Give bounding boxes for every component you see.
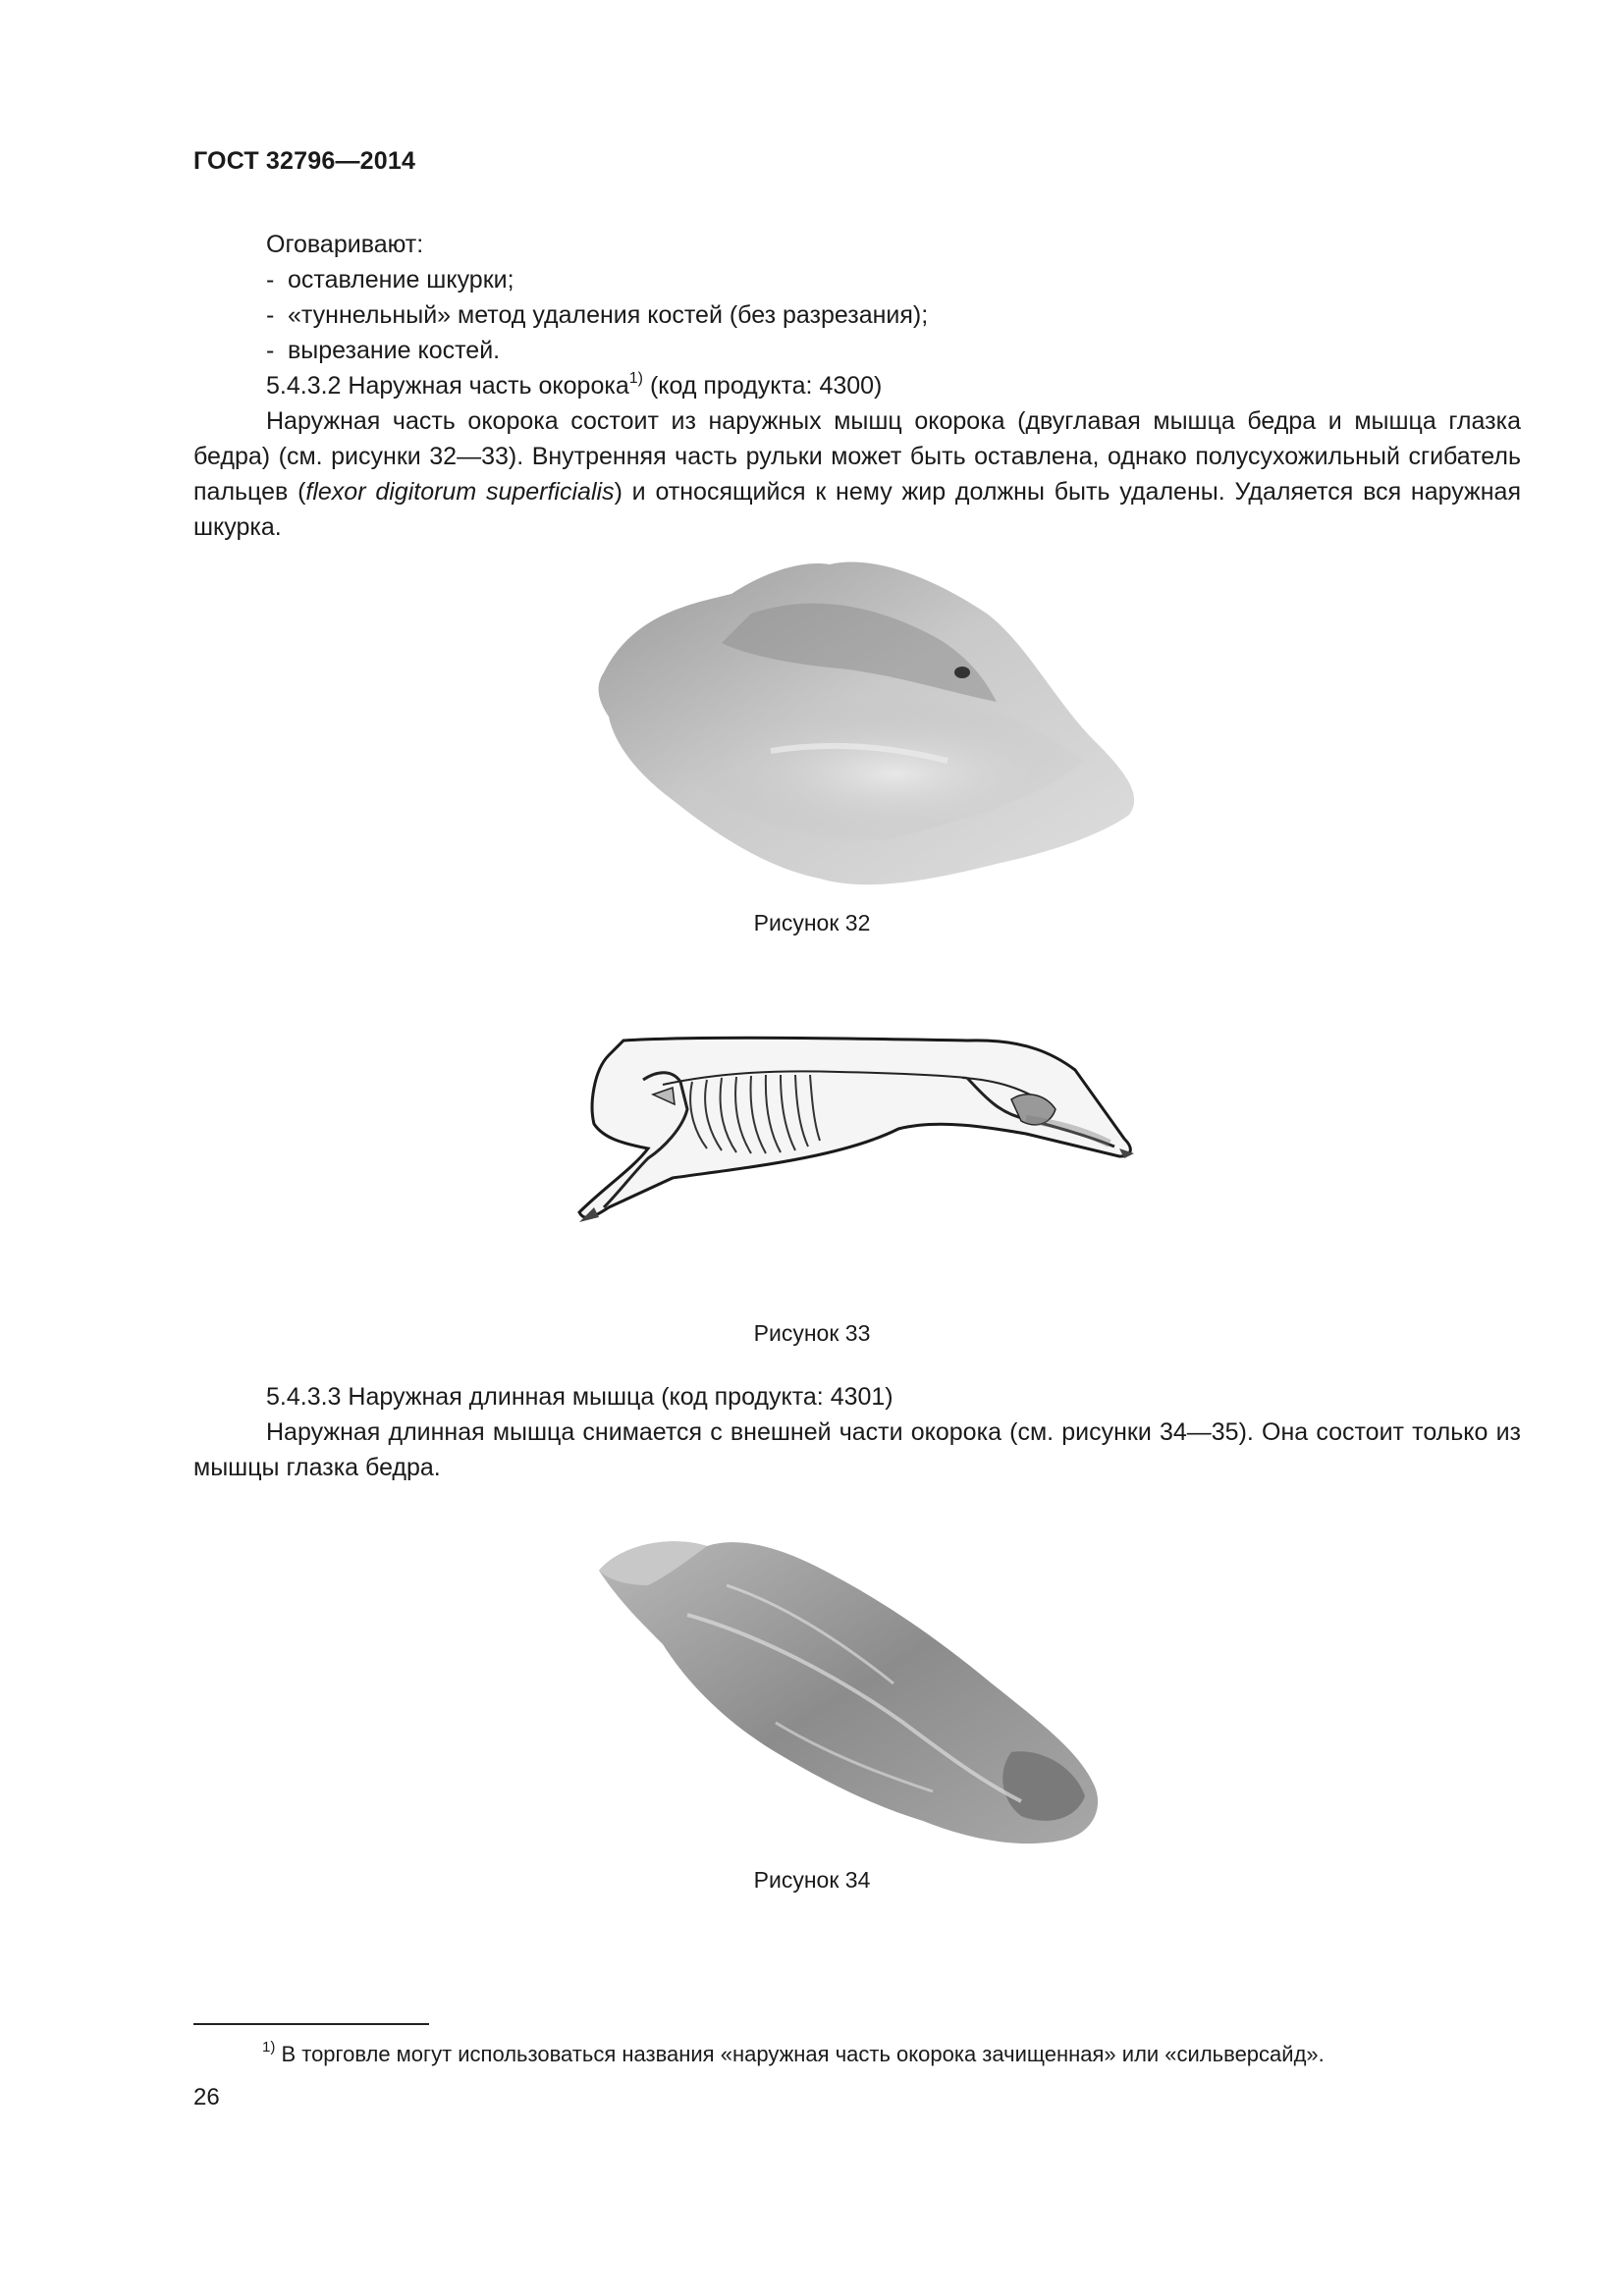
list-item: - вырезание костей. [266,337,501,364]
figure-32-caption: Рисунок 32 [753,910,871,935]
section-outer-ham [193,227,1521,545]
footnote-mark: 1) [628,370,643,387]
body-paragraph: Наружная часть окорока состоит из наружных мышц окорока (двуглавая мышца бедра и мышца глазка бедра) (см. рисунки 32—33). Внутренняя часть рульки может быть оставлена, однако полусухожильный сгибатель пальцев (flexor digitorum superficialis) и относящийся к нему жир должны быть удалены. Удаляется вся наружная шкурка. [193,407,1521,541]
list-item: - «туннельный» метод удаления костей (без разрезания); [266,301,929,329]
footnote-mark: 1) [262,2039,276,2056]
figure-33-skeleton-diagram [565,1011,1134,1247]
figure-34-muscle-image [579,1526,1110,1860]
footnote-divider [193,2023,429,2025]
footnote: $^{1)}$ В торговле могут использоваться названия «наружная часть окорока зачищенная» или «сильверсайд». [262,2039,1325,2066]
subsection-heading-4301: 5.4.3.3 Наружная длинная мышца (код продукта: 4301) [266,1383,893,1411]
body-paragraph: Наружная длинная мышца снимается с внешней части окорока (см. рисунки 34—35). Она состоит только из мышцы глазка бедра. [193,1418,1521,1481]
list-item: - оставление шкурки; [266,266,514,294]
figure-33-caption: Рисунок 33 [753,1320,871,1346]
latin-term: flexor digitorum superficialis [305,478,615,506]
figure-32-outer-ham-image [574,555,1144,893]
section-outer-long-muscle [193,1379,1521,1485]
figure-34-caption: Рисунок 34 [753,1867,871,1893]
page-number: 26 [193,2084,220,2110]
subsection-heading-4300: 5.4.3.2 Наружная часть окорока$^{1)}$ (код продукта: 4300) [266,370,883,400]
standard-header: ГОСТ 32796—2014 [193,147,416,175]
intro-text: Оговаривают: [266,231,424,258]
